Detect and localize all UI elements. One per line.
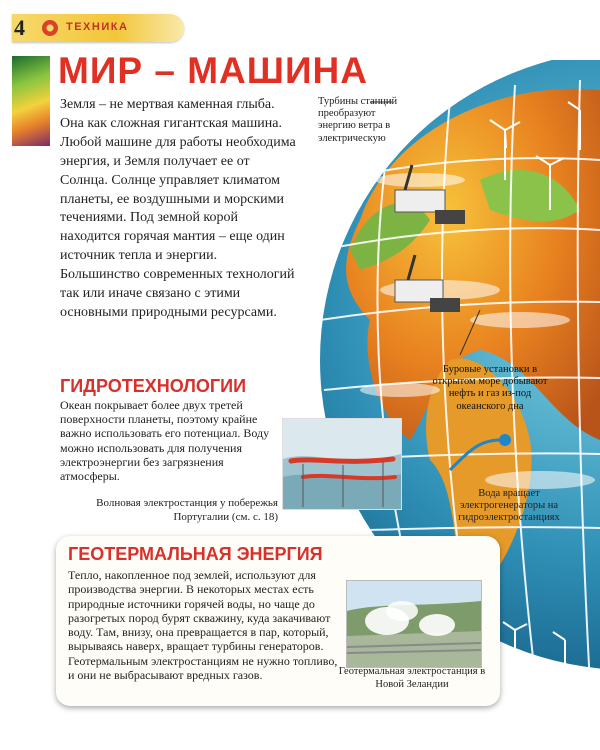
turbines-annotation: Турбины станций преобразуют энергию ветра в электрическую [318,96,398,144]
wave-power-station-photo [282,418,402,510]
page-title: МИР – МАШИНА [58,50,368,91]
hydro-caption: Волновая электростанция у побережья Португалии (см. с. 18) [96,497,278,523]
flower-emblem-icon [42,20,58,36]
hydro-paragraph: Океан покрывает более двух третей поверхности планеты, поэтому крайне важно использовать его потенциал. Воду можно использовать для получения электроэнергии без загрязнения атмосферы. [60,398,270,484]
decorative-swirl-image [12,56,50,146]
geothermal-paragraph: Тепло, накопленное под землей, используют для производства энергии. В некоторых местах есть природные источники горячей воды, но чаще до разогретых пород бурят скважину, куда закачивают воду. Там, внизу, она превращается в пар, который, вырываясь наверх, вращает турбины генераторов. Геотермальным электростанциям не нужно топливо, и они не выбрасывают вредных газов. [68,568,338,683]
hydro-heading: ГИДРОТЕХНОЛОГИИ [60,376,247,396]
geothermal-heading: ГЕОТЕРМАЛЬНАЯ ЭНЕРГИЯ [68,544,323,564]
intro-paragraph: Земля – не мертвая каменная глыба. Она как сложная гигантская машина. Любой машине для работы необходима энергия, и Земля получает ее от Солнца. Солнце управляет климатом планеты, ее воздушными и морскими течениями. Под земной корой находится горячая мантия – еще один источник тепла и энергии. Большинство современных технологий так или иначе связано с этими основными природными ресурсами. [60,97,296,320]
page-number: 4 [14,15,25,40]
section-label: ТЕХНИКА [66,21,129,33]
hydro-annotation: Вода вращает электрогенераторы на гидроэлектростанциях [458,488,560,524]
geothermal-station-photo [346,580,482,668]
oil-rigs-annotation: Буровые установки в открытом море добывают нефть и газ из-под океанского дна [432,364,548,412]
geothermal-caption: Геотермальная электростанция в Новой Зеландии [338,666,486,690]
